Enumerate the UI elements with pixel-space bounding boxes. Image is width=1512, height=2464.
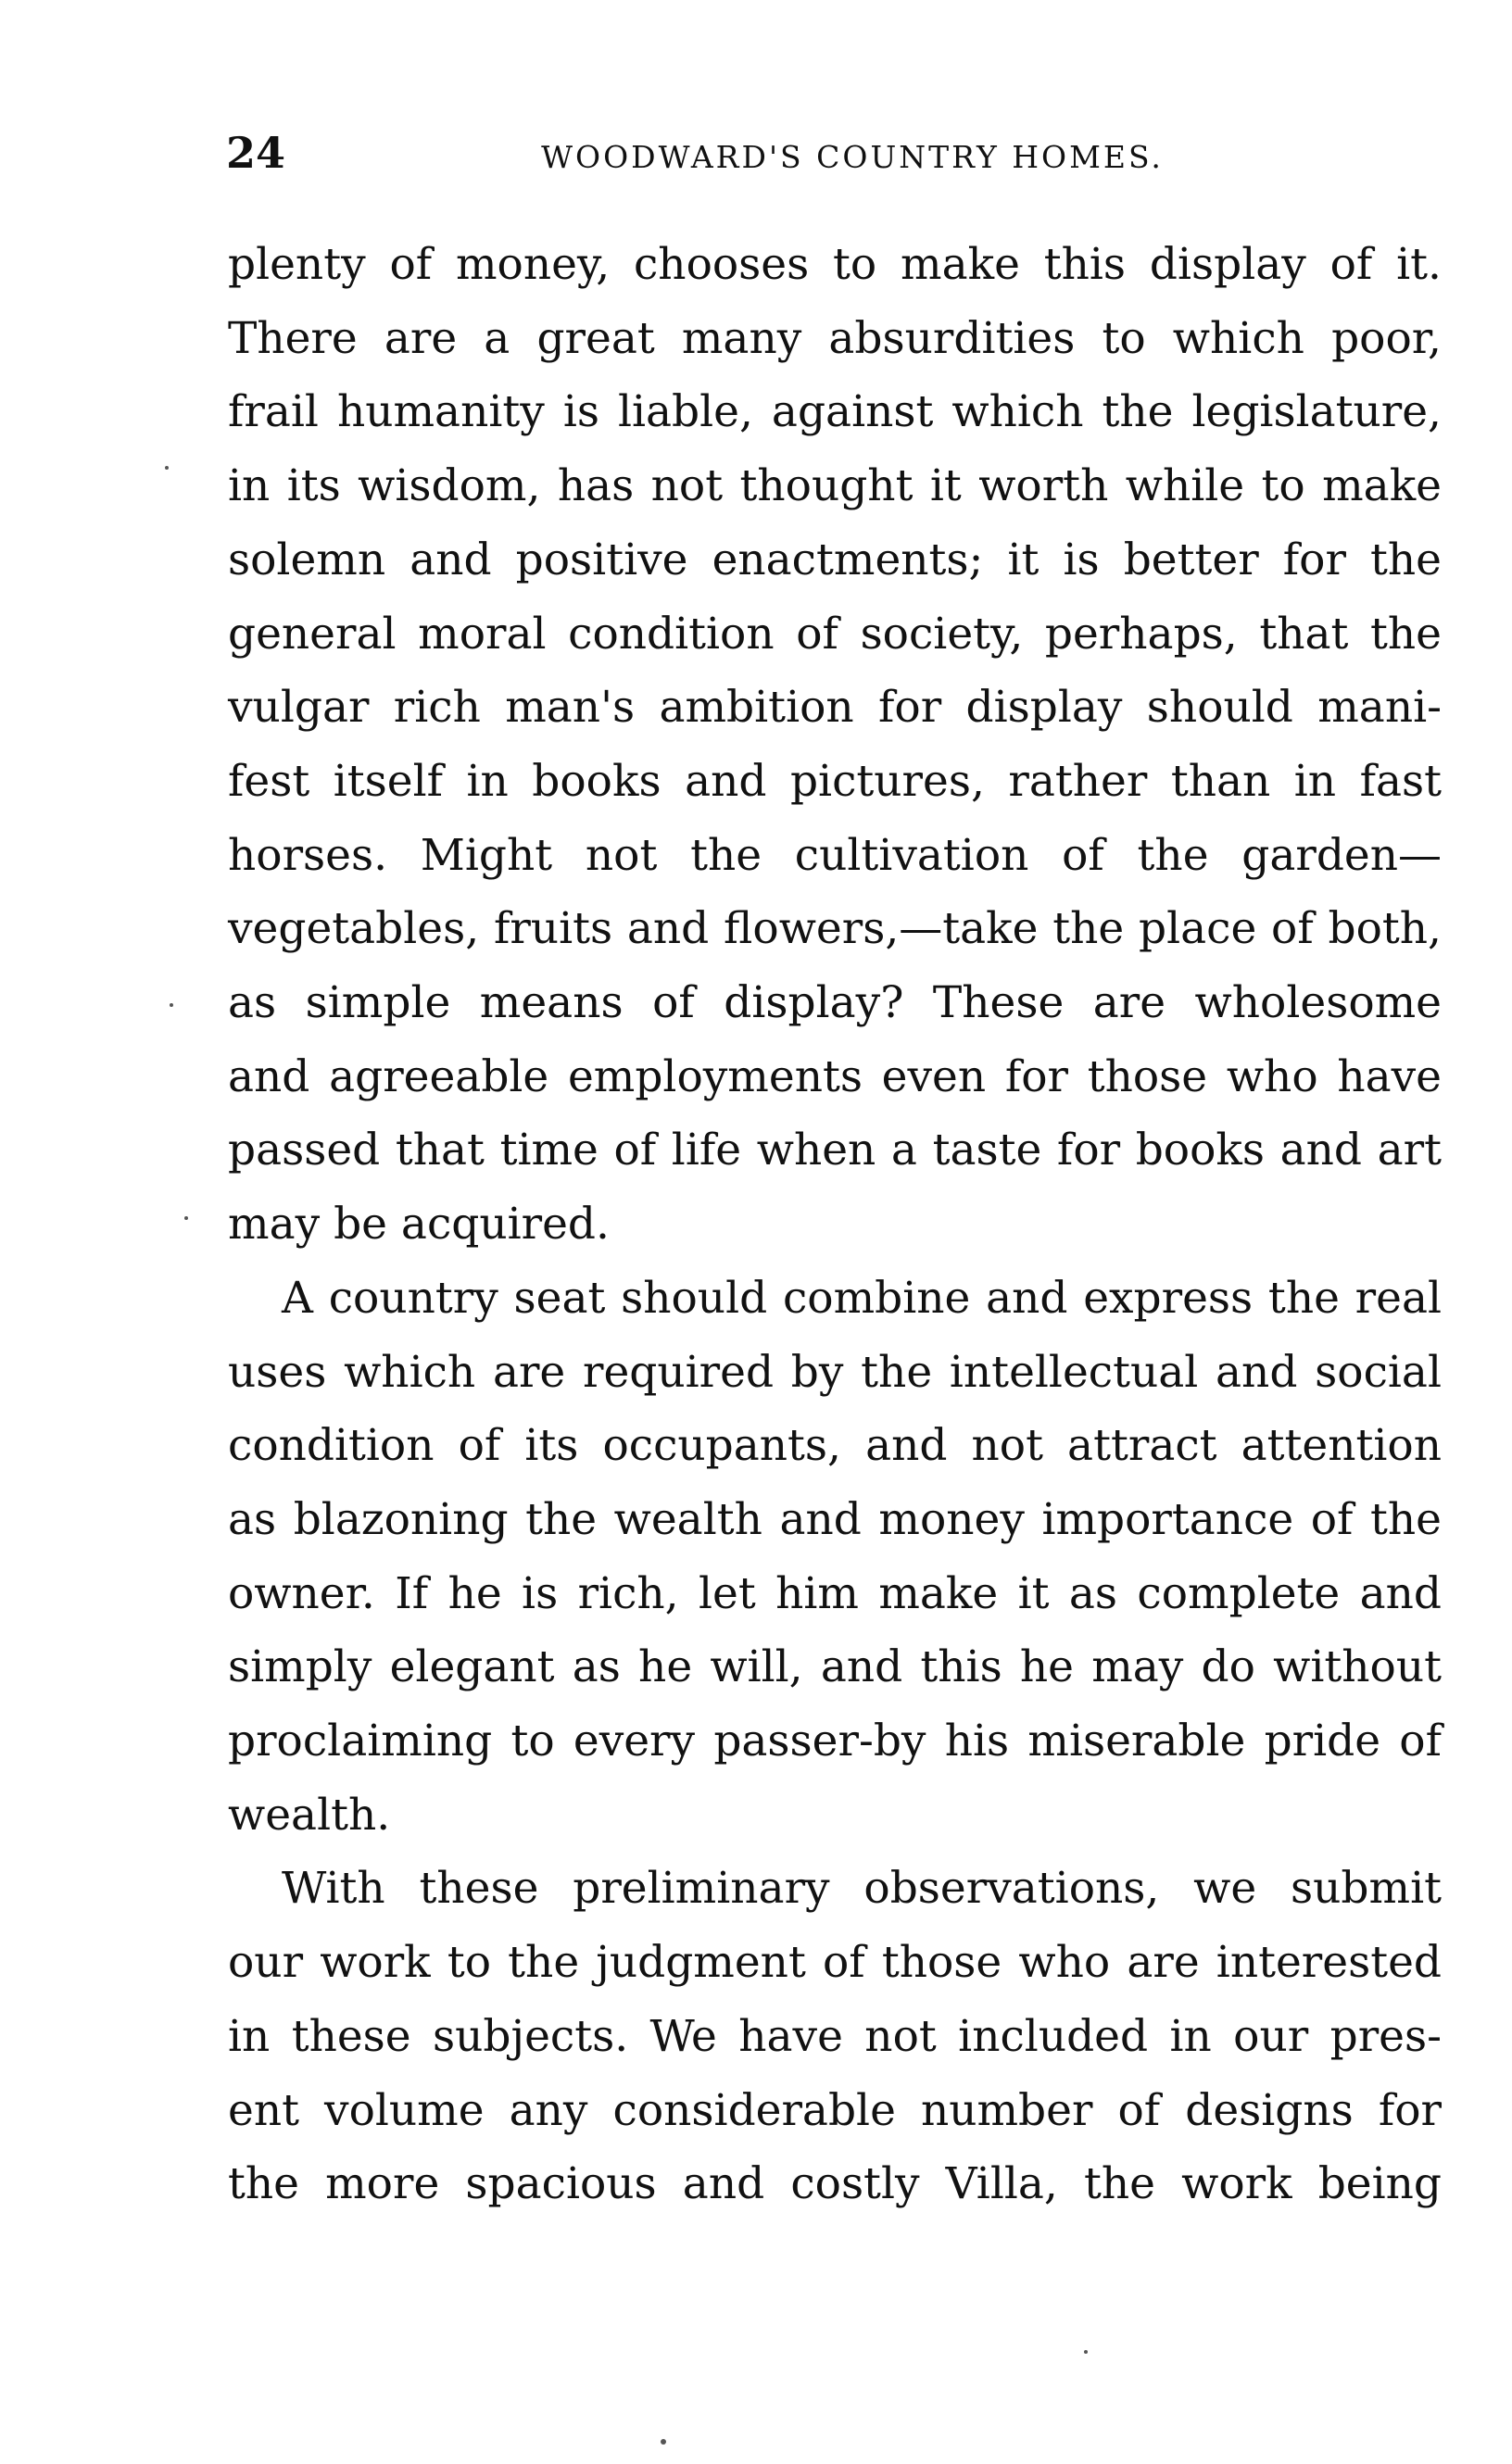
text-line: plenty of money, chooses to make this display of it. (228, 239, 1442, 290)
text-line: owner. If he is rich, let him make it as complete and (228, 1567, 1442, 1619)
text-line: and agreeable employments even for those who have (228, 1050, 1442, 1102)
speck (170, 1003, 173, 1007)
text-line: as simple means of display? These are wholesome (228, 977, 1442, 1029)
text-line: the more spacious and costly Villa, the work being (228, 2158, 1442, 2210)
speck (661, 2439, 666, 2445)
text-line: ent volume any considerable number of designs for (228, 2084, 1442, 2136)
page-header (226, 128, 1442, 183)
text-line: may be acquired. (228, 1199, 610, 1251)
text-line: vegetables, fruits and flowers,—take the place of both, (228, 903, 1442, 955)
speck (165, 466, 169, 470)
text-line: proclaiming to every passer-by his miserable pride of (228, 1716, 1442, 1767)
text-line: fest itself in books and pictures, rather than in fast (228, 755, 1442, 807)
text-line: wealth. (228, 1789, 391, 1841)
text-line: frail humanity is liable, against which the legislature, (228, 386, 1442, 438)
text-line: A country seat should combine and express the real (282, 1272, 1442, 1324)
text-line: horses. Might not the cultivation of the garden— (228, 829, 1442, 881)
text-line: uses which are required by the intellectual and social (228, 1346, 1442, 1398)
running-head: WOODWARD'S COUNTRY HOMES. (541, 139, 1164, 175)
text-line: There are a great many absurdities to which poor, (228, 312, 1442, 364)
text-line: simply elegant as he will, and this he may do without (228, 1641, 1442, 1693)
text-line: in its wisdom, has not thought it worth while to make (228, 460, 1442, 512)
text-line: our work to the judgment of those who are interested (228, 1937, 1442, 1989)
text-line: With these preliminary observations, we submit (282, 1863, 1442, 1915)
body-text (228, 228, 1442, 2221)
text-line: solemn and positive enactments; it is better for the (228, 534, 1442, 585)
text-line: in these subjects. We have not included in our pres- (228, 2010, 1442, 2062)
text-line: condition of its occupants, and not attract attention (228, 1420, 1442, 1472)
text-line: as blazoning the wealth and money importance of the (228, 1493, 1442, 1545)
speck (1084, 2350, 1088, 2354)
text-line: general moral condition of society, perhaps, that the (228, 608, 1442, 660)
text-line: vulgar rich man's ambition for display should mani- (228, 682, 1442, 734)
speck (184, 1216, 188, 1220)
page-number: 24 (226, 128, 286, 178)
text-line: passed that time of life when a taste for books and art (228, 1125, 1442, 1176)
